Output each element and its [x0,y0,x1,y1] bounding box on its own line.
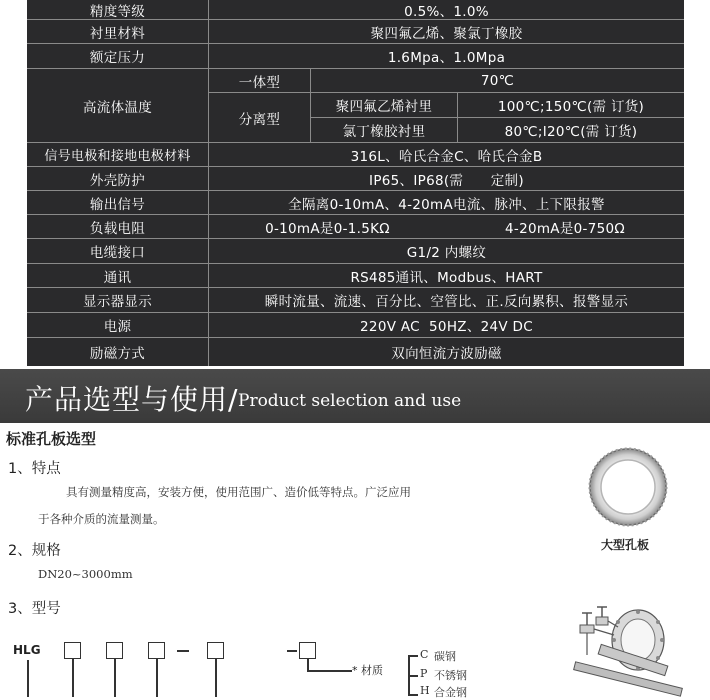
model-box-3-leader [156,659,158,697]
assembly-valve-2 [596,617,608,625]
banner-title-cn: 产品选型与使用/ [25,383,239,416]
orifice-flowmeter-assembly-image [568,595,688,697]
material-code-h: H [420,684,430,697]
features-heading: 1、特点 [8,461,61,477]
spec-label-electrode: 信号电极和接地电极材料 [27,143,209,167]
spec-value-integrated: 70℃ [311,69,684,93]
spec-value-lining: 聚四氟乙烯、聚氯丁橡胶 [209,20,684,44]
model-box-1 [64,642,81,659]
section-title: 标准孔板选型 [6,430,97,448]
spec-value-comm: RS485通讯、Modbus、HART [209,264,684,288]
spec-value-power: 220V AC 50HZ、24V DC [209,313,684,338]
spec-value-electrode: 316L、哈氏合金C、哈氏合金B [209,143,684,167]
spec-value-accuracy: 0.5%、1.0% [209,0,684,20]
material-bracket-tick-p [408,675,418,677]
spec-value-protection: IP65、IP68(需 定制) [209,167,684,191]
spec-label-lining: 衬里材料 [27,20,209,44]
model-box-2 [106,642,123,659]
spec-label-cr: 氯丁橡胶衬里 [311,118,458,143]
spec-value-cable: G1/2 内螺纹 [209,239,684,264]
spec-label-integrated: 一体型 [209,69,311,93]
spec-label-ptfe: 聚四氟乙烯衬里 [311,93,458,118]
spec-value-load-b: 4-20mA是0-750Ω [446,215,684,239]
spec-label-excitation: 励磁方式 [27,338,209,366]
model-box-4 [207,642,224,659]
material-name-p: 不锈钢 [434,669,467,682]
material-bracket-tick-c [408,655,418,657]
spec-label-power: 电源 [27,313,209,338]
banner-title-en: Product selection and use [238,391,462,411]
spec-value-load-a: 0-10mA是0-1.5KΩ [209,215,446,239]
spec-label-protection: 外壳防护 [27,167,209,191]
spec-value-ptfe: 100℃;150℃(需 订货) [458,93,684,118]
plate-bore [601,460,655,514]
spec-value-display: 瞬时流量、流速、百分比、空管比、正.反向累积、报警显示 [209,288,684,313]
spec-label-cable: 电缆接口 [27,239,209,264]
model-material-connector [307,670,352,672]
model-dash [177,650,189,652]
spec-label-output: 输出信号 [27,191,209,215]
spec-label-temperature: 高流体温度 [27,69,209,143]
spec-value-cr: 80℃;I20℃(需 订货) [458,118,684,143]
model-leader-line [27,660,29,697]
assembly-impulse-line-1 [594,629,614,635]
model-prefix: HLG [13,643,41,657]
spec-label-display: 显示器显示 [27,288,209,313]
model-heading: 3、型号 [8,601,61,617]
material-label: * 材质 [352,664,383,677]
material-code-p: P [420,667,428,680]
spec-value-output: 全隔离0-10mA、4-20mA电流、脉冲、上下限报警 [209,191,684,215]
model-box-2-leader [114,659,116,697]
model-box-4-leader [215,659,217,697]
material-code-c: C [420,648,429,661]
model-box-material [299,642,316,659]
features-text-line2: 于各种介质的流量测量。 [38,512,165,526]
spec-value-pressure: 1.6Mpa、1.0Mpa [209,44,684,69]
spec-value-excitation: 双向恒流方波励磁 [391,346,502,362]
material-name-h: 合金钢 [434,686,467,699]
features-text-line1: 具有测量精度高，安装方便，使用范围广、造价低等特点。广泛应用 [66,485,411,499]
section-banner [0,369,710,423]
spec-label-load: 负载电阻 [27,215,209,239]
material-name-c: 碳钢 [434,650,456,663]
spec-label-comm: 通讯 [27,264,209,288]
model-box-1-leader [72,659,74,697]
spec-heading: 2、规格 [8,543,61,559]
spec-label-pressure: 额定压力 [27,44,209,69]
spec-label-accuracy: 精度等级 [27,0,209,20]
material-bracket-tick-h [408,694,418,696]
spec-label-separate: 分离型 [209,93,311,143]
spec-range: DN20~3000mm [38,567,133,581]
assembly-valve-1 [580,625,594,633]
model-dash-material [287,650,297,652]
spec-table [27,0,684,366]
model-box-3 [148,642,165,659]
orifice-plate-image [588,443,668,531]
product-caption: 大型孔板 [601,538,650,552]
